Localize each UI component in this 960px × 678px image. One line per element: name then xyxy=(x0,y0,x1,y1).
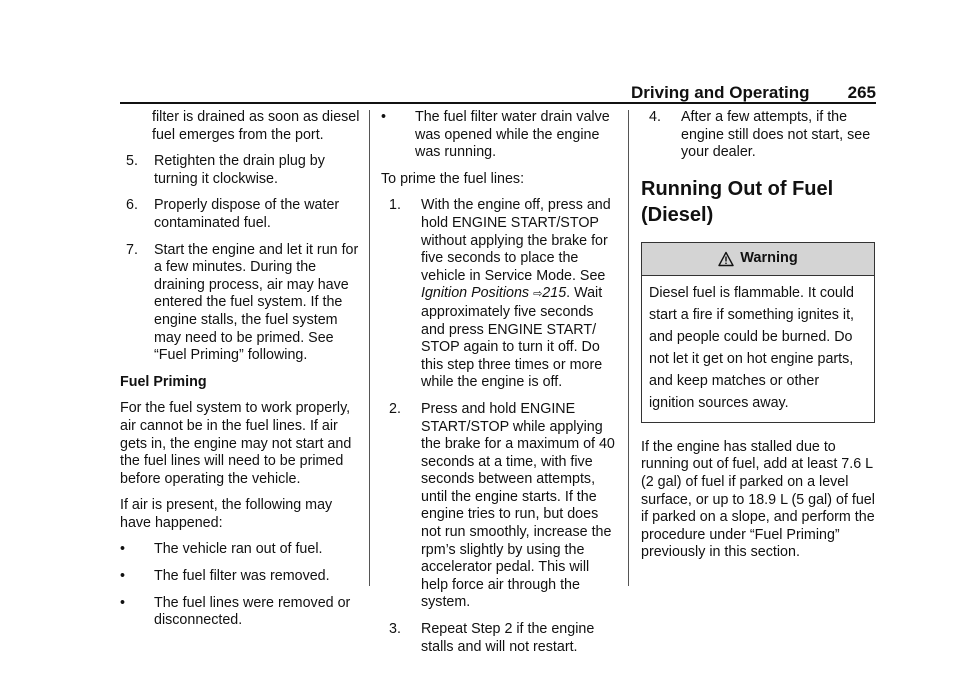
bullet-item xyxy=(120,595,360,630)
step-7 xyxy=(120,242,360,365)
step-text: After a few attempts, if the engine still does not start, see your dealer. xyxy=(681,109,871,161)
column-divider-1 xyxy=(369,110,370,586)
bullet-text: The fuel filter was removed. xyxy=(154,568,330,585)
bullet-mark: • xyxy=(381,109,387,125)
continued-paragraph: filter is drained as soon as diesel fuel emerges from the port. xyxy=(152,109,360,143)
bullet-item xyxy=(381,109,617,162)
step-1 xyxy=(381,197,617,392)
page-reference[interactable]: 215 xyxy=(542,285,567,302)
header-rule xyxy=(120,102,876,104)
step-number: 4. xyxy=(649,109,661,125)
step-4 xyxy=(641,109,877,162)
step-text: Repeat Step 2 if the engine stalls and will not restart. xyxy=(421,621,595,655)
intro-paragraph: To prime the fuel lines: xyxy=(381,170,525,187)
bullet-text: The fuel filter water drain valve was opened while the engine was running. xyxy=(415,109,610,161)
bullet-text: The fuel lines were removed or disconnected. xyxy=(154,594,351,629)
step-number: 6. xyxy=(126,197,138,214)
bullet-mark: • xyxy=(120,568,126,585)
paragraph: If air is present, the following may have happened: xyxy=(120,497,333,531)
column-divider-2 xyxy=(628,110,629,586)
step-text: With the engine off, press and hold ENGINE START/STOP without applying the brake for five seconds to place the vehicle in Service Mode. See xyxy=(421,197,611,284)
step-text: Retighten the drain plug by turning it clockwise. xyxy=(154,153,325,187)
column-2 xyxy=(381,109,617,665)
page-header xyxy=(631,80,876,104)
step-number: 2. xyxy=(389,400,401,417)
section-title: Driving and Operating xyxy=(631,83,810,102)
bullet-item xyxy=(120,568,360,586)
step-number: 3. xyxy=(389,621,401,638)
step-text: . Wait approximately five seconds and press ENGINE START/ STOP again to turn it off. Do this step three times or more while the engine is off. xyxy=(421,285,603,391)
bullet-mark: • xyxy=(120,594,126,611)
column-3 xyxy=(641,109,877,571)
step-text: Start the engine and let it run for a few minutes. During the draining process, air may have entered the fuel system. If the engine stalls, the fuel system may need to be primed. See “Fuel Priming” following. xyxy=(154,241,359,364)
step-number: 7. xyxy=(126,241,138,258)
warning-icon xyxy=(718,251,734,267)
warning-header xyxy=(642,243,874,276)
step-5 xyxy=(120,153,360,188)
step-6 xyxy=(120,197,360,232)
subheading-fuel-priming: Fuel Priming xyxy=(120,373,207,390)
warning-title: Warning xyxy=(740,249,798,266)
paragraph: If the engine has stalled due to running out of fuel, add at least 7.6 L (2 gal) of fuel if parked on a level surface, or up to 18.9 L (5 gal) of fuel if parked on a slope, and perform the procedure under “Fuel Priming” previously in this section. xyxy=(641,438,875,561)
step-2 xyxy=(381,401,617,612)
bullet-mark: • xyxy=(120,541,126,558)
step-number: 1. xyxy=(389,197,401,214)
step-text: Press and hold ENGINE START/STOP while applying the brake for a maximum of 40 seconds at a time, with five seconds between attempts, until the engine starts. If the engine tries to run, but does not run smoothly, increase the rpm’s slightly by using the accelerator pedal. This will help force air through the system. xyxy=(421,400,615,611)
paragraph: For the fuel system to work properly, air cannot be in the fuel lines. If air gets in, the engine may not start and the fuel lines will need to be primed before operating the vehicle. xyxy=(120,400,352,487)
page-arrow-icon: ⇨ xyxy=(533,288,543,301)
step-3 xyxy=(381,621,617,656)
warning-box xyxy=(641,242,875,423)
bullet-text: The vehicle ran out of fuel. xyxy=(154,541,323,558)
column-1 xyxy=(120,109,360,639)
page-number: 265 xyxy=(847,83,876,102)
bullet-item xyxy=(120,541,360,559)
warning-text: Diesel fuel is flammable. It could start a fire if something ignites it, and people could be burned. Do not let it get on hot engine parts, and keep matches or other ignition sources away. xyxy=(649,284,855,411)
section-heading: Running Out of Fuel (Diesel) xyxy=(641,177,834,226)
step-text: Properly dispose of the water contaminated fuel. xyxy=(154,197,340,231)
step-number: 5. xyxy=(126,153,138,170)
cross-reference-link[interactable]: Ignition Positions xyxy=(421,285,530,302)
